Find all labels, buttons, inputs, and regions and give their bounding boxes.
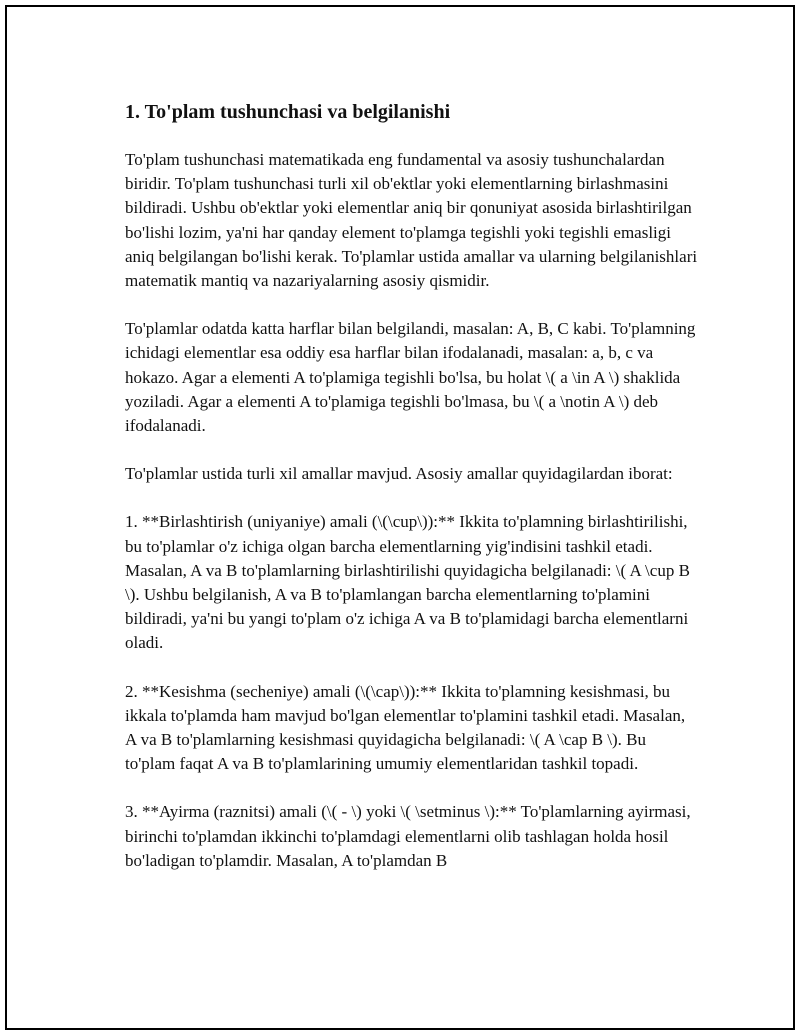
paragraph-notation: To'plamlar odatda katta harflar bilan belgilandi, masalan: A, B, C kabi. To'plamning ichidagi elementlar esa oddiy esa harflar bilan ifodalanadi, masalan: a, b, c va hokazo. Agar a elementi A to'plamiga tegishli bo'lsa, bu holat \( a \in A \) shaklida yoziladi. Agar a elementi A to'plamiga tegishli bo'lmasa, bu \( a \notin A \) deb ifodalanadi. bbox=[125, 319, 696, 436]
document-body bbox=[119, 95, 699, 897]
paragraph-operations-intro: To'plamlar ustida turli xil amallar mavjud. Asosiy amallar quyidagilardan iborat: bbox=[125, 464, 673, 484]
paragraph-difference: 3. **Ayirma (raznitsi) amali (\( - \) yoki \( \setminus \):** To'plamlarning ayirmasi, birinchi to'plamdan ikkinchi to'plamdagi elementlarni olib tashlagan holda hosil bo'ladigan to'plamdir. Masalan, A to'plamdan B bbox=[125, 802, 691, 870]
section-heading: 1. To'plam tushunchasi va belgilanishi bbox=[125, 101, 451, 123]
paragraph-intro: To'plam tushunchasi matematikada eng fundamental va asosiy tushunchalardan biridir. To'plam tushunchasi turli xil ob'ektlar yoki elementlarning birlashmasini bildiradi. Ushbu ob'ektlar yoki elementlar aniq bir qonuniyat asosida birlashtirilgan bo'lishi lozim, ya'ni har qanday element to'plamga tegishli yoki tegishli emasligi aniq belgilangan bo'lishi kerak. To'plamlar ustida amallar va ularning belgilanishlari matematik mantiq va nazariyalarning asosiy qismidir. bbox=[125, 150, 698, 291]
paragraph-intersection: 2. **Kesishma (secheniye) amali (\(\cap\)):** Ikkita to'plamning kesishmasi, bu ikkala to'plamda ham mavjud bo'lgan elementlar to'plamini tashkil etadi. Masalan, A va B to'plamlarning kesishmasi quyidagicha belgilanadi: \( A \cap B \). Bu to'plam faqat A va B to'plamlarining umumiy elementlaridan tashkil topadi. bbox=[125, 681, 686, 774]
paragraph-union: 1. **Birlashtirish (uniyaniye) amali (\(\cup\)):** Ikkita to'plamning birlashtirilishi, bu to'plamlar o'z ichiga olgan barcha elementlarning yig'indisini tashkil etadi. Masalan, A va B to'plamlarning birlashtirilishi quyidagicha belgilanadi: \( A \cup B \). Ushbu belgilanish, A va B to'plamlangan barcha elementlarning to'plamini bildiradi, ya'ni bu yangi to'plam o'z ichiga A va B to'plamidagi barcha elementlarni oladi. bbox=[125, 512, 690, 653]
page-frame bbox=[5, 5, 795, 1030]
